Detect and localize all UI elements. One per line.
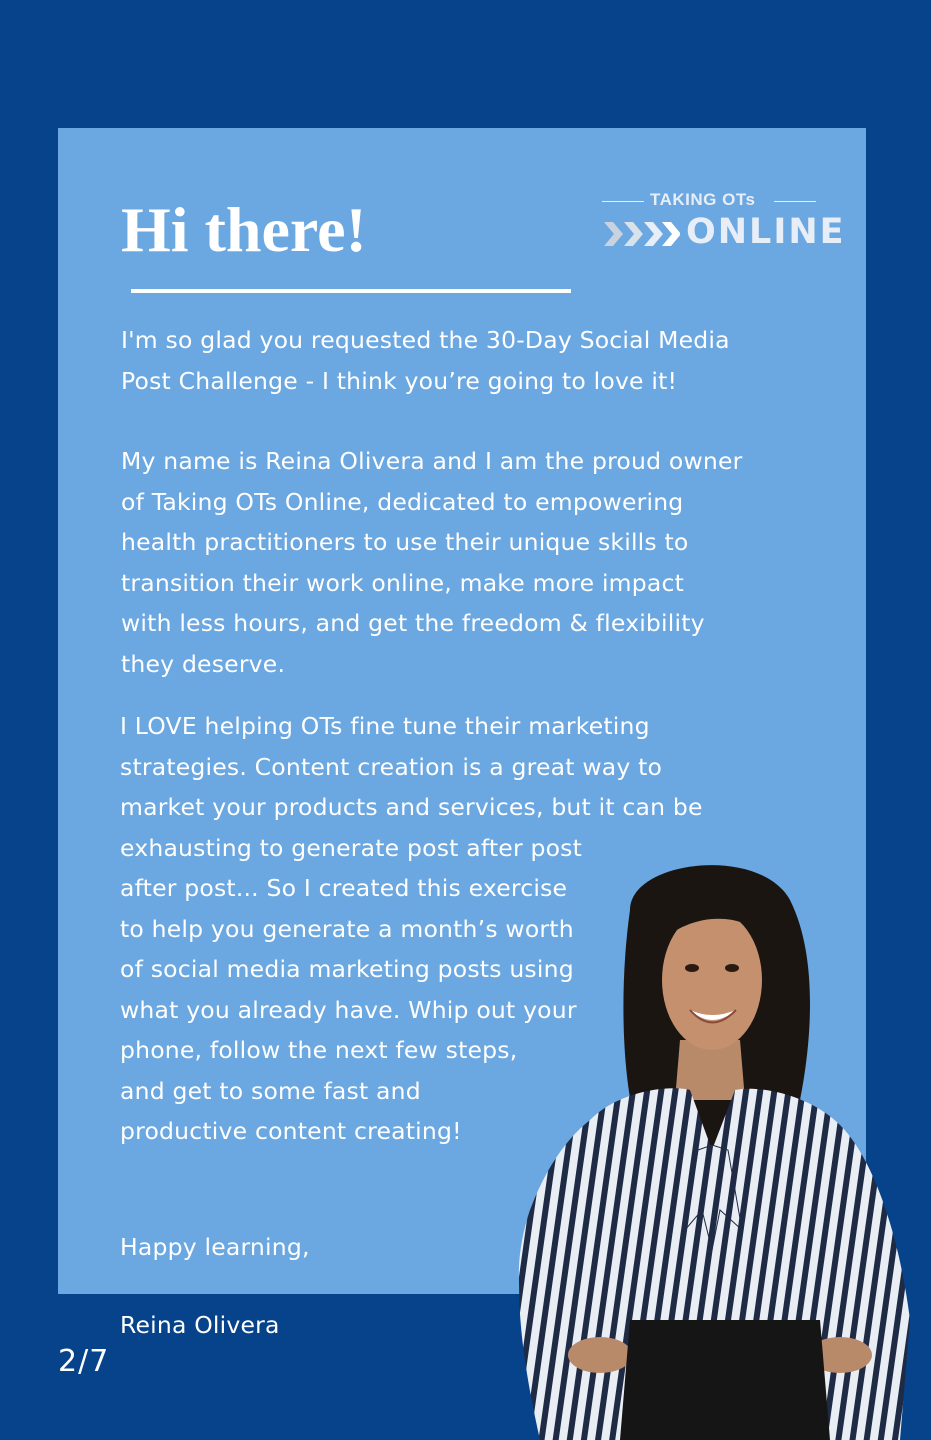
author-photo: [480, 850, 931, 1440]
page-title: Hi there!: [121, 194, 367, 265]
purpose-paragraph: I LOVE helping OTs fine tune their marketing strategies. Content creation is a great way to market your products and services, but it can be exhausting to generate post after post after post... So I created this exercise to help you generate a month’s worth of social media marketing posts using what you already have. Whip out your phone, follow the next few steps, and get to some fast and productive content creating!: [120, 712, 703, 1145]
intro-paragraph: I'm so glad you requested the 30-Day Social Media Post Challenge - I think you’re going to love it!: [121, 326, 730, 395]
about-paragraph: My name is Reina Olivera and I am the proud owner of Taking OTs Online, dedicated to empowering health practitioners to use their unique skills to transition their work online, make more impact with less hours, and get the freedom & flexibility they deserve.: [121, 447, 743, 678]
closing-block: [120, 1189, 310, 1384]
brand-logo: [602, 190, 846, 254]
triple-chevron-arrows-icon: [604, 218, 680, 250]
logo-bottom-text: ONLINE: [686, 212, 846, 252]
title-divider: [131, 289, 571, 293]
logo-top-text: TAKING OTs: [650, 190, 756, 209]
logo-top-row: [602, 190, 816, 210]
closing-signoff: Happy learning,: [120, 1233, 310, 1261]
logo-line-left: [602, 201, 644, 202]
page-number: 2/7: [58, 1344, 110, 1379]
closing-name: Reina Olivera: [120, 1311, 280, 1339]
logo-line-right: [774, 201, 816, 202]
